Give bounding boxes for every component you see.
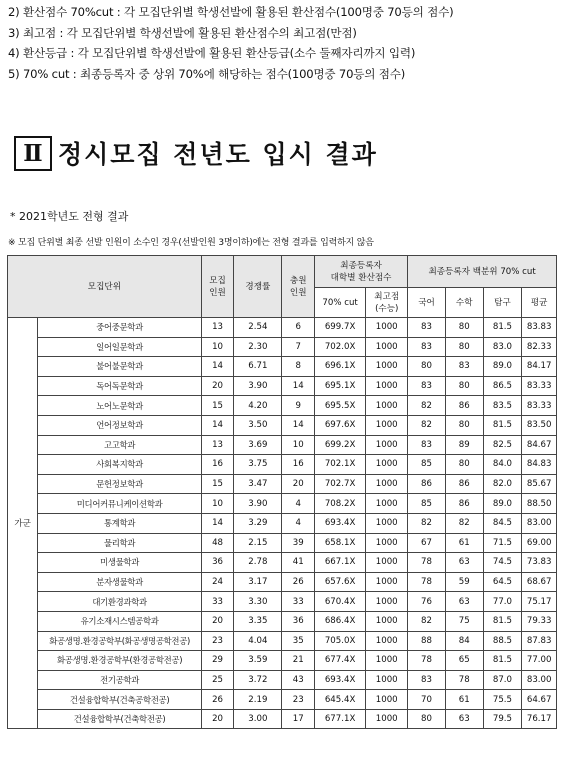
header-quota: 모집 인원 bbox=[201, 256, 233, 318]
table-row bbox=[8, 435, 557, 455]
cell-quota: 10 bbox=[201, 337, 233, 357]
cell-explore: 64.5 bbox=[483, 572, 522, 592]
cell-added: 39 bbox=[282, 533, 314, 553]
cell-ratio: 3.69 bbox=[234, 435, 282, 455]
cell-cut70: 708.2X bbox=[314, 494, 365, 514]
cell-dept: 대기환경과학과 bbox=[38, 592, 201, 612]
cell-avg: 68.67 bbox=[522, 572, 557, 592]
cell-math: 63 bbox=[445, 553, 483, 573]
table-row bbox=[8, 318, 557, 338]
cell-math: 80 bbox=[445, 376, 483, 396]
note-5: 5) 70% cut : 최종등록자 중 상위 70%에 해당하는 점수(100명중 70등의 점수) bbox=[8, 66, 406, 81]
cell-dept: 사회복지학과 bbox=[38, 455, 201, 475]
cell-kor: 67 bbox=[408, 533, 446, 553]
header-kor: 국어 bbox=[408, 288, 446, 318]
cell-dept: 독어독문학과 bbox=[38, 376, 201, 396]
cell-cut70: 699.7X bbox=[314, 318, 365, 338]
cell-cut70: 670.4X bbox=[314, 592, 365, 612]
cell-added: 10 bbox=[282, 435, 314, 455]
table-row bbox=[8, 396, 557, 416]
cell-avg: 75.17 bbox=[522, 592, 557, 612]
table-row bbox=[8, 651, 557, 671]
cell-math: 82 bbox=[445, 513, 483, 533]
note-2: 2) 환산점수 70%cut : 각 모집단위별 학생선발에 활용된 환산점수(100명중 70등의 점수) bbox=[8, 5, 454, 19]
note-3: 3) 최고점 : 각 모집단위별 학생선발에 활용된 환산점수의 최고점(만점) bbox=[8, 25, 357, 40]
cell-added: 8 bbox=[282, 357, 314, 377]
cell-quota: 20 bbox=[201, 376, 233, 396]
cell-explore: 84.5 bbox=[483, 513, 522, 533]
cell-max: 1000 bbox=[366, 474, 408, 494]
cell-ratio: 3.35 bbox=[234, 611, 282, 631]
cell-avg: 87.83 bbox=[522, 631, 557, 651]
cell-added: 16 bbox=[282, 455, 314, 475]
header-avg: 평균 bbox=[522, 288, 557, 318]
table-row bbox=[8, 513, 557, 533]
cell-avg: 85.67 bbox=[522, 474, 557, 494]
cell-ratio: 3.75 bbox=[234, 455, 282, 475]
cell-quota: 20 bbox=[201, 611, 233, 631]
cell-math: 84 bbox=[445, 631, 483, 651]
cell-math: 75 bbox=[445, 611, 483, 631]
cell-cut70: 693.4X bbox=[314, 670, 365, 690]
cell-dept: 전기공학과 bbox=[38, 670, 201, 690]
cell-quota: 13 bbox=[201, 435, 233, 455]
cell-kor: 83 bbox=[408, 337, 446, 357]
cell-math: 86 bbox=[445, 494, 483, 514]
cell-explore: 88.5 bbox=[483, 631, 522, 651]
cell-max: 1000 bbox=[366, 337, 408, 357]
section-title bbox=[14, 135, 378, 171]
cell-avg: 76.17 bbox=[522, 709, 557, 729]
cell-cut70: 693.4X bbox=[314, 513, 365, 533]
cell-math: 80 bbox=[445, 415, 483, 435]
cell-added: 36 bbox=[282, 611, 314, 631]
cell-cut70: 658.1X bbox=[314, 533, 365, 553]
cell-added: 4 bbox=[282, 513, 314, 533]
cell-avg: 83.00 bbox=[522, 513, 557, 533]
cell-quota: 15 bbox=[201, 396, 233, 416]
cell-ratio: 6.71 bbox=[234, 357, 282, 377]
cell-ratio: 4.20 bbox=[234, 396, 282, 416]
group-label: 가군 bbox=[8, 318, 38, 729]
cell-cut70: 696.1X bbox=[314, 357, 365, 377]
cell-ratio: 2.54 bbox=[234, 318, 282, 338]
cell-math: 80 bbox=[445, 318, 483, 338]
cell-math: 86 bbox=[445, 474, 483, 494]
table-row bbox=[8, 474, 557, 494]
cell-kor: 83 bbox=[408, 435, 446, 455]
table-row bbox=[8, 553, 557, 573]
cell-added: 43 bbox=[282, 670, 314, 690]
cell-avg: 73.83 bbox=[522, 553, 557, 573]
cell-ratio: 3.72 bbox=[234, 670, 282, 690]
header-math: 수학 bbox=[445, 288, 483, 318]
cell-avg: 82.33 bbox=[522, 337, 557, 357]
cell-avg: 77.00 bbox=[522, 651, 557, 671]
cell-avg: 69.00 bbox=[522, 533, 557, 553]
cell-kor: 83 bbox=[408, 670, 446, 690]
cell-quota: 24 bbox=[201, 572, 233, 592]
cell-avg: 84.67 bbox=[522, 435, 557, 455]
cell-ratio: 2.30 bbox=[234, 337, 282, 357]
table-row bbox=[8, 611, 557, 631]
cell-added: 23 bbox=[282, 690, 314, 710]
cell-quota: 16 bbox=[201, 455, 233, 475]
cell-dept: 통계학과 bbox=[38, 513, 201, 533]
cell-ratio: 2.78 bbox=[234, 553, 282, 573]
cell-ratio: 3.17 bbox=[234, 572, 282, 592]
cell-kor: 78 bbox=[408, 651, 446, 671]
cell-added: 14 bbox=[282, 415, 314, 435]
cell-kor: 80 bbox=[408, 709, 446, 729]
cell-max: 1000 bbox=[366, 396, 408, 416]
cell-quota: 14 bbox=[201, 513, 233, 533]
cell-avg: 83.50 bbox=[522, 415, 557, 435]
cell-explore: 71.5 bbox=[483, 533, 522, 553]
cell-added: 17 bbox=[282, 709, 314, 729]
cell-cut70: 645.4X bbox=[314, 690, 365, 710]
cell-added: 7 bbox=[282, 337, 314, 357]
table-row bbox=[8, 670, 557, 690]
results-table-body bbox=[8, 318, 557, 729]
cell-cut70: 677.1X bbox=[314, 709, 365, 729]
cell-explore: 81.5 bbox=[483, 651, 522, 671]
cell-kor: 76 bbox=[408, 592, 446, 612]
section-title-text: 정시모집 전년도 입시 결과 bbox=[58, 140, 378, 169]
cell-max: 1000 bbox=[366, 357, 408, 377]
cell-cut70: 695.5X bbox=[314, 396, 365, 416]
cell-cut70: 702.7X bbox=[314, 474, 365, 494]
cell-kor: 86 bbox=[408, 474, 446, 494]
cell-avg: 83.33 bbox=[522, 396, 557, 416]
header-ratio: 경쟁률 bbox=[234, 256, 282, 318]
cell-explore: 89.0 bbox=[483, 357, 522, 377]
cell-kor: 88 bbox=[408, 631, 446, 651]
cell-max: 1000 bbox=[366, 709, 408, 729]
cell-max: 1000 bbox=[366, 690, 408, 710]
cell-quota: 25 bbox=[201, 670, 233, 690]
cell-max: 1000 bbox=[366, 651, 408, 671]
cell-max: 1000 bbox=[366, 553, 408, 573]
cell-ratio: 3.47 bbox=[234, 474, 282, 494]
cell-kor: 85 bbox=[408, 494, 446, 514]
cell-avg: 84.83 bbox=[522, 455, 557, 475]
cell-dept: 화공생명.환경공학부(환경공학전공) bbox=[38, 651, 201, 671]
cell-explore: 74.5 bbox=[483, 553, 522, 573]
cell-avg: 84.17 bbox=[522, 357, 557, 377]
cell-cut70: 686.4X bbox=[314, 611, 365, 631]
cell-avg: 83.83 bbox=[522, 318, 557, 338]
cell-max: 1000 bbox=[366, 670, 408, 690]
header-explore: 탐구 bbox=[483, 288, 522, 318]
header-added: 충원 인원 bbox=[282, 256, 314, 318]
cell-cut70: 657.6X bbox=[314, 572, 365, 592]
table-row bbox=[8, 592, 557, 612]
cell-kor: 78 bbox=[408, 572, 446, 592]
cell-explore: 84.0 bbox=[483, 455, 522, 475]
cell-ratio: 3.29 bbox=[234, 513, 282, 533]
cell-explore: 83.5 bbox=[483, 396, 522, 416]
cell-quota: 13 bbox=[201, 318, 233, 338]
cell-max: 1000 bbox=[366, 318, 408, 338]
cell-math: 83 bbox=[445, 357, 483, 377]
table-row bbox=[8, 709, 557, 729]
cell-ratio: 3.90 bbox=[234, 494, 282, 514]
header-max: 최고점 (수능) bbox=[366, 288, 408, 318]
cell-added: 35 bbox=[282, 631, 314, 651]
cell-explore: 82.5 bbox=[483, 435, 522, 455]
cell-ratio: 2.15 bbox=[234, 533, 282, 553]
header-score-group: 최종등록자 대학별 환산점수 bbox=[314, 256, 407, 288]
cell-quota: 29 bbox=[201, 651, 233, 671]
cell-max: 1000 bbox=[366, 376, 408, 396]
cell-ratio: 3.00 bbox=[234, 709, 282, 729]
header-dept: 모집단위 bbox=[8, 256, 202, 318]
note-4: 4) 환산등급 : 각 모집단위별 학생선발에 활용된 환산등급(소수 둘째자리까지 입력) bbox=[8, 46, 416, 60]
cell-cut70: 702.1X bbox=[314, 455, 365, 475]
table-row bbox=[8, 376, 557, 396]
table-row bbox=[8, 357, 557, 377]
table-row bbox=[8, 455, 557, 475]
cell-quota: 10 bbox=[201, 494, 233, 514]
cell-math: 80 bbox=[445, 337, 483, 357]
cell-quota: 26 bbox=[201, 690, 233, 710]
cell-math: 61 bbox=[445, 690, 483, 710]
results-table bbox=[7, 255, 557, 729]
cell-dept: 분자생물학과 bbox=[38, 572, 201, 592]
cell-dept: 유기소재시스템공학과 bbox=[38, 611, 201, 631]
cell-quota: 48 bbox=[201, 533, 233, 553]
cell-added: 4 bbox=[282, 494, 314, 514]
table-row bbox=[8, 415, 557, 435]
cell-added: 33 bbox=[282, 592, 314, 612]
cell-ratio: 3.30 bbox=[234, 592, 282, 612]
cell-avg: 83.00 bbox=[522, 670, 557, 690]
cell-dept: 미생물학과 bbox=[38, 553, 201, 573]
cell-quota: 20 bbox=[201, 709, 233, 729]
header-pct-group: 최종등록자 백분위 70% cut bbox=[408, 256, 557, 288]
cell-dept: 중어중문학과 bbox=[38, 318, 201, 338]
cell-max: 1000 bbox=[366, 592, 408, 612]
cell-added: 21 bbox=[282, 651, 314, 671]
cell-math: 61 bbox=[445, 533, 483, 553]
cell-explore: 81.5 bbox=[483, 318, 522, 338]
cell-kor: 70 bbox=[408, 690, 446, 710]
cell-dept: 일어일문학과 bbox=[38, 337, 201, 357]
cell-kor: 83 bbox=[408, 376, 446, 396]
cell-avg: 64.67 bbox=[522, 690, 557, 710]
table-row bbox=[8, 337, 557, 357]
cell-explore: 89.0 bbox=[483, 494, 522, 514]
cell-quota: 33 bbox=[201, 592, 233, 612]
cell-ratio: 3.90 bbox=[234, 376, 282, 396]
cell-max: 1000 bbox=[366, 455, 408, 475]
cell-max: 1000 bbox=[366, 572, 408, 592]
cell-quota: 14 bbox=[201, 415, 233, 435]
cell-kor: 83 bbox=[408, 318, 446, 338]
cell-explore: 82.0 bbox=[483, 474, 522, 494]
cell-max: 1000 bbox=[366, 631, 408, 651]
cell-max: 1000 bbox=[366, 435, 408, 455]
table-row bbox=[8, 533, 557, 553]
cell-dept: 건설융합학부(건축학전공) bbox=[38, 709, 201, 729]
cell-math: 63 bbox=[445, 592, 483, 612]
cell-cut70: 699.2X bbox=[314, 435, 365, 455]
cell-explore: 86.5 bbox=[483, 376, 522, 396]
cell-math: 89 bbox=[445, 435, 483, 455]
table-row bbox=[8, 631, 557, 651]
cell-kor: 82 bbox=[408, 611, 446, 631]
cell-dept: 노어노문학과 bbox=[38, 396, 201, 416]
table-row bbox=[8, 690, 557, 710]
notes bbox=[8, 2, 563, 84]
cell-cut70: 677.4X bbox=[314, 651, 365, 671]
cell-avg: 88.50 bbox=[522, 494, 557, 514]
cell-dept: 문헌정보학과 bbox=[38, 474, 201, 494]
cell-quota: 36 bbox=[201, 553, 233, 573]
cell-dept: 고고학과 bbox=[38, 435, 201, 455]
cell-added: 14 bbox=[282, 376, 314, 396]
cell-explore: 87.0 bbox=[483, 670, 522, 690]
cell-max: 1000 bbox=[366, 494, 408, 514]
cell-ratio: 2.19 bbox=[234, 690, 282, 710]
cell-dept: 물리학과 bbox=[38, 533, 201, 553]
cell-max: 1000 bbox=[366, 533, 408, 553]
cell-explore: 75.5 bbox=[483, 690, 522, 710]
cell-added: 6 bbox=[282, 318, 314, 338]
cell-dept: 화공생명.환경공학부(화공생명공학전공) bbox=[38, 631, 201, 651]
cell-dept: 불어불문학과 bbox=[38, 357, 201, 377]
cell-math: 86 bbox=[445, 396, 483, 416]
cell-added: 9 bbox=[282, 396, 314, 416]
table-row bbox=[8, 494, 557, 514]
cell-added: 26 bbox=[282, 572, 314, 592]
cell-ratio: 3.50 bbox=[234, 415, 282, 435]
cell-math: 59 bbox=[445, 572, 483, 592]
subtitle: * 2021학년도 전형 결과 bbox=[10, 210, 129, 223]
cell-added: 20 bbox=[282, 474, 314, 494]
cell-cut70: 697.6X bbox=[314, 415, 365, 435]
cell-cut70: 705.0X bbox=[314, 631, 365, 651]
cell-avg: 83.33 bbox=[522, 376, 557, 396]
cell-kor: 78 bbox=[408, 553, 446, 573]
cell-cut70: 695.1X bbox=[314, 376, 365, 396]
cell-kor: 82 bbox=[408, 396, 446, 416]
cell-math: 80 bbox=[445, 455, 483, 475]
cell-explore: 77.0 bbox=[483, 592, 522, 612]
cell-kor: 82 bbox=[408, 513, 446, 533]
cell-math: 65 bbox=[445, 651, 483, 671]
cell-dept: 건설융합학부(건축공학전공) bbox=[38, 690, 201, 710]
cell-dept: 언어정보학과 bbox=[38, 415, 201, 435]
cell-explore: 81.5 bbox=[483, 611, 522, 631]
cell-explore: 79.5 bbox=[483, 709, 522, 729]
cell-cut70: 702.0X bbox=[314, 337, 365, 357]
cell-quota: 23 bbox=[201, 631, 233, 651]
cell-ratio: 3.59 bbox=[234, 651, 282, 671]
cell-avg: 79.33 bbox=[522, 611, 557, 631]
cell-dept: 미디어커뮤니케이션학과 bbox=[38, 494, 201, 514]
cell-max: 1000 bbox=[366, 415, 408, 435]
cell-kor: 85 bbox=[408, 455, 446, 475]
cell-kor: 80 bbox=[408, 357, 446, 377]
cell-explore: 83.0 bbox=[483, 337, 522, 357]
cell-math: 63 bbox=[445, 709, 483, 729]
cell-ratio: 4.04 bbox=[234, 631, 282, 651]
warning-note: ※ 모집 단위별 최종 선발 인원이 소수인 경우(선발인원 3명이하)에는 전형 결과를 입력하지 않음 bbox=[8, 238, 374, 248]
cell-cut70: 667.1X bbox=[314, 553, 365, 573]
cell-quota: 14 bbox=[201, 357, 233, 377]
header-cut70: 70% cut bbox=[314, 288, 365, 318]
cell-quota: 15 bbox=[201, 474, 233, 494]
cell-kor: 82 bbox=[408, 415, 446, 435]
table-row bbox=[8, 572, 557, 592]
cell-added: 41 bbox=[282, 553, 314, 573]
section-number: Ⅱ bbox=[14, 136, 52, 171]
cell-math: 78 bbox=[445, 670, 483, 690]
cell-explore: 81.5 bbox=[483, 415, 522, 435]
cell-max: 1000 bbox=[366, 513, 408, 533]
cell-max: 1000 bbox=[366, 611, 408, 631]
